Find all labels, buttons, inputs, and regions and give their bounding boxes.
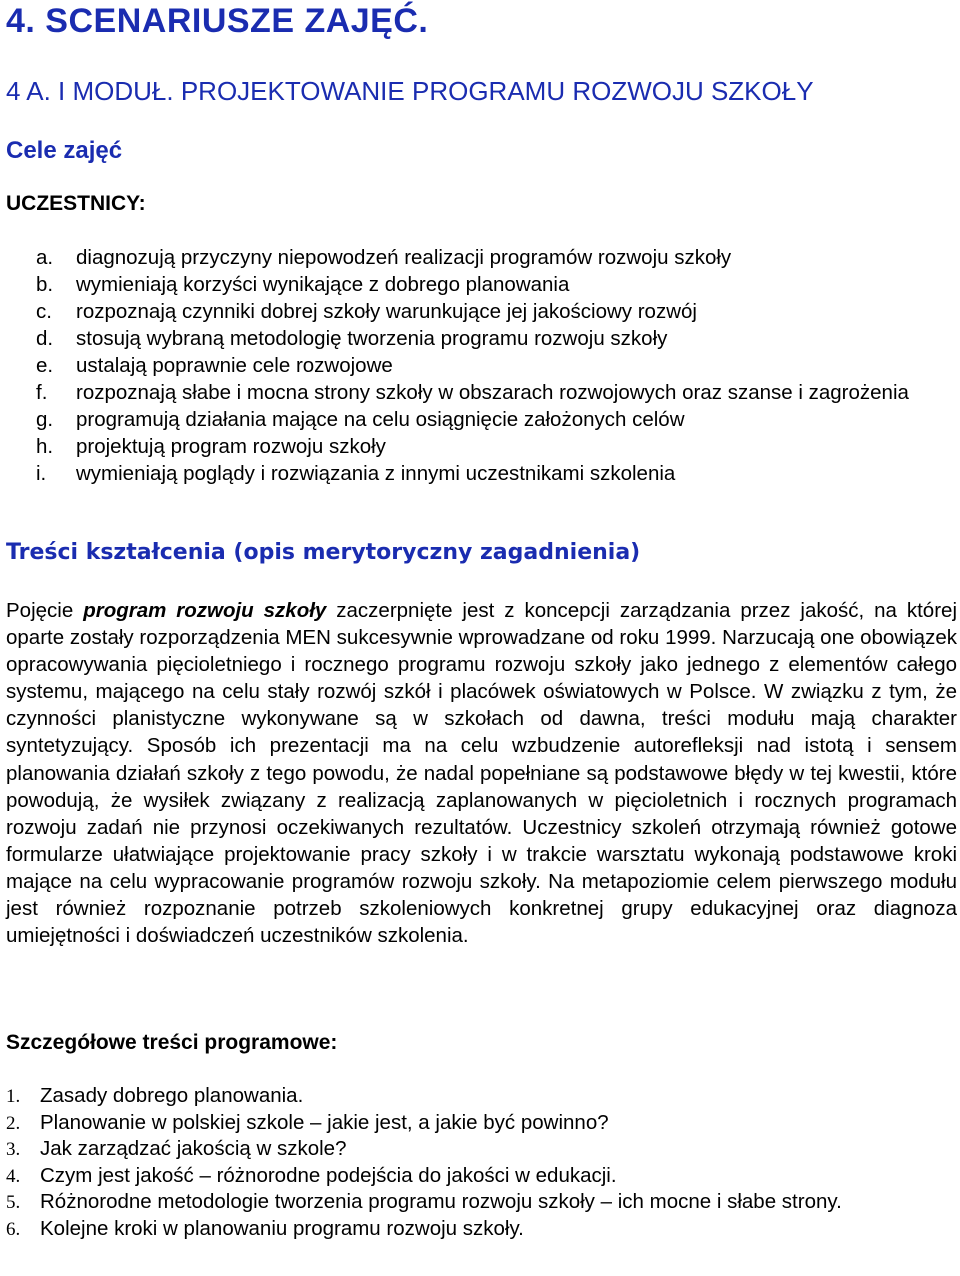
content-heading: Treści kształcenia (opis merytoryczny zagadnienia) bbox=[6, 540, 641, 565]
paragraph-keyword: program rozwoju szkoły bbox=[83, 599, 327, 622]
list-item-text: Różnorodne metodologie tworzenia programu rozwoju szkoły – ich mocne i słabe strony. bbox=[40, 1190, 842, 1213]
list-marker: 2. bbox=[6, 1112, 21, 1134]
list-item-text: Jak zarządzać jakością w szkole? bbox=[40, 1137, 347, 1160]
list-item bbox=[6, 1110, 956, 1137]
list-marker: e. bbox=[36, 354, 54, 377]
list-item-text: Kolejne kroki w planowaniu programu rozwoju szkoły. bbox=[40, 1216, 524, 1240]
goals-heading: Cele zajęć bbox=[6, 137, 123, 164]
module-heading: 4 A. I MODUŁ. PROJEKTOWANIE PROGRAMU ROZWOJU SZKOŁY bbox=[6, 76, 814, 106]
list-item-text: diagnozują przyczyny niepowodzeń realizacji programów rozwoju szkoły bbox=[76, 246, 732, 269]
main-heading: 4. SCENARIUSZE ZAJĘĆ. bbox=[6, 2, 429, 40]
list-marker: f. bbox=[36, 381, 48, 404]
list-marker: 1. bbox=[6, 1086, 21, 1107]
list-marker: h. bbox=[36, 435, 54, 458]
list-item bbox=[6, 1189, 956, 1216]
list-marker: 6. bbox=[6, 1218, 21, 1240]
list-item bbox=[6, 379, 956, 406]
participants-label: UCZESTNICY: bbox=[6, 192, 146, 215]
list-marker: g. bbox=[36, 408, 54, 431]
list-item-text: Zasady dobrego planowania. bbox=[40, 1084, 304, 1107]
list-item bbox=[6, 1163, 956, 1190]
list-marker: 3. bbox=[6, 1139, 21, 1160]
list-item-text: wymieniają korzyści wynikające z dobrego planowania bbox=[76, 273, 570, 296]
content-paragraph bbox=[6, 597, 957, 949]
list-marker: d. bbox=[36, 327, 54, 350]
list-item bbox=[6, 460, 956, 487]
list-item bbox=[6, 352, 956, 379]
list-item-text: programują działania mające na celu osiągnięcie założonych celów bbox=[76, 408, 685, 431]
goals-list bbox=[6, 244, 956, 487]
list-item bbox=[6, 1136, 956, 1163]
list-item bbox=[6, 433, 956, 460]
list-item-text: wymieniają poglądy i rozwiązania z innymi uczestnikami szkolenia bbox=[76, 462, 676, 485]
list-item-text: rozpoznają czynniki dobrej szkoły warunkujące jej jakościowy rozwój bbox=[76, 300, 697, 323]
list-item bbox=[6, 1083, 956, 1110]
list-marker: i. bbox=[36, 462, 47, 485]
list-marker: 5. bbox=[6, 1192, 21, 1213]
list-marker: 4. bbox=[6, 1165, 21, 1187]
paragraph-body: zaczerpnięte jest z koncepcji zarządzania przez jakość, na której oparte zostały rozporządzenia MEN sukcesywnie wprowadzane od roku 1999. Narzucają one obowiązek opracowywania pięcioletniego i rocznego programu rozwoju szkoły jako jednego z elementów całego systemu, mającego na celu stały rozwój szkół i placówek oświatowych w Polsce. W związku z tym, że czynności planistyczne wykonywane są w szkołach od dawna, treści modułu mają charakter syntetyzujący. Sposób ich prezentacji ma na celu wzbudzenie autorefleksji nad istotą i sensem planowania działań szkoły z tego powodu, że nadal popełniane są podstawowe błędy w tej kwestii, które powodują, że wysiłek związany z realizacją zaplanowanych w pięcioletnich i rocznych programach rozwoju zadań nie przynosi oczekiwanych rezultatów. Uczestnicy szkoleń otrzymają również gotowe formularze ułatwiające projektowanie pracy szkoły i w trakcie warsztatu wykonają podstawowe kroki mające na celu wypracowanie programów rozwoju szkoły. Na metapoziomie celem pierwszego modułu jest również rozpoznanie potrzeb szkoleniowych konkretnej grupy edukacyjnej oraz diagnoza umiejętności i doświadczeń uczestników szkolenia. bbox=[6, 599, 957, 948]
list-item-text: Planowanie w polskiej szkole – jakie jest, a jakie być powinno? bbox=[40, 1110, 609, 1134]
list-marker: a. bbox=[36, 246, 54, 269]
list-item-text: ustalają poprawnie cele rozwojowe bbox=[76, 354, 393, 377]
list-item bbox=[6, 1216, 956, 1243]
list-item-text: stosują wybraną metodologię tworzenia programu rozwoju szkoły bbox=[76, 327, 668, 350]
list-item bbox=[6, 298, 956, 325]
list-item-text: Czym jest jakość – różnorodne podejścia do jakości w edukacji. bbox=[40, 1163, 617, 1187]
list-item-text: rozpoznają słabe i mocna strony szkoły w obszarach rozwojowych oraz szanse i zagrożenia bbox=[76, 381, 909, 404]
paragraph-lead: Pojęcie bbox=[6, 599, 74, 622]
list-item bbox=[6, 406, 956, 433]
list-marker: b. bbox=[36, 273, 54, 296]
list-item-text: projektują program rozwoju szkoły bbox=[76, 435, 386, 458]
list-marker: c. bbox=[36, 300, 52, 323]
detailed-heading: Szczegółowe treści programowe: bbox=[6, 1031, 338, 1054]
topics-list bbox=[6, 1083, 956, 1242]
list-item bbox=[6, 271, 956, 298]
list-item bbox=[6, 244, 956, 271]
list-item bbox=[6, 325, 956, 352]
